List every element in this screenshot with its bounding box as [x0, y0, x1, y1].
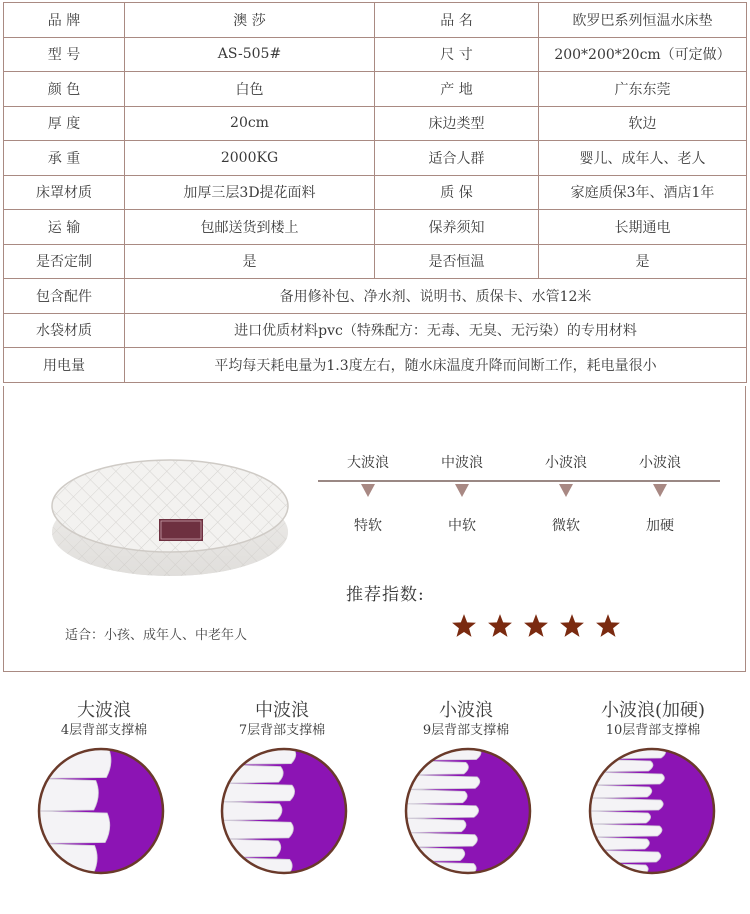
spec-label: 运 输	[4, 210, 125, 245]
support-layer-image	[403, 746, 533, 876]
spec-value: 加厚三层3D提花面料	[125, 175, 375, 210]
support-layer-image	[219, 746, 349, 876]
spec-value: 200*200*20cm（可定做）	[539, 37, 747, 72]
scale-marker-icon	[361, 484, 375, 497]
spec-label: 尺 寸	[375, 37, 539, 72]
spec-value: 广东东莞	[539, 72, 747, 107]
spec-table-body	[4, 3, 747, 383]
layer-type-title	[391, 700, 541, 740]
spec-row-thickness	[4, 106, 747, 141]
layer-type-name: 小波浪(加硬)	[600, 700, 706, 721]
support-layer-image	[36, 746, 166, 876]
spec-label: 厚 度	[4, 106, 125, 141]
spec-row-model	[4, 37, 747, 72]
spec-label: 产 地	[375, 72, 539, 107]
spec-row-bag-material	[4, 313, 747, 348]
star-icon	[487, 613, 513, 639]
spec-label: 用电量	[4, 348, 125, 383]
layer-type-desc: 7层背部支撑棉	[238, 723, 326, 738]
spec-row-cover	[4, 175, 747, 210]
star-icon	[559, 613, 585, 639]
spec-value: 平均每天耗电量为1.3度左右，随水床温度升降而间断工作，耗电量很小	[125, 348, 747, 383]
spec-label: 保养须知	[375, 210, 539, 245]
spec-value: 备用修补包、净水剂、说明书、质保卡、水管12米	[125, 279, 747, 314]
spec-value: 白色	[125, 72, 375, 107]
scale-marker-icon	[455, 484, 469, 497]
spec-value: 进口优质材料pvc（特殊配方：无毒、无臭、无污染）的专用材料	[125, 313, 747, 348]
star-icon	[595, 613, 621, 639]
spec-row-color	[4, 72, 747, 107]
wave-type-label: 大波浪	[347, 455, 389, 471]
spec-label: 质 保	[375, 175, 539, 210]
hardness-label: 特软	[354, 518, 382, 534]
spec-value: 澳 莎	[125, 3, 375, 38]
spec-label: 床边类型	[375, 106, 539, 141]
support-layer-image	[587, 746, 717, 876]
hardness-label: 加硬	[646, 518, 674, 534]
spec-value: 2000KG	[125, 141, 375, 176]
recommend-label: 推荐指数:	[346, 585, 425, 605]
spec-table	[3, 2, 747, 383]
layer-type-name: 大波浪	[77, 700, 131, 721]
spec-value: 软边	[539, 106, 747, 141]
star-icon	[523, 613, 549, 639]
layer-type-desc: 9层背部支撑棉	[422, 723, 510, 738]
layer-type-name: 中波浪	[255, 700, 309, 721]
wave-type-label: 中波浪	[441, 455, 483, 471]
spec-label: 是否恒温	[375, 244, 539, 279]
spec-row-accessories	[4, 279, 747, 314]
spec-value: 是	[539, 244, 747, 279]
wave-type-label: 小波浪	[639, 455, 681, 471]
spec-value: 长期通电	[539, 210, 747, 245]
layer-type-name: 小波浪	[439, 700, 493, 721]
layer-type-title	[578, 700, 728, 740]
spec-label: 水袋材质	[4, 313, 125, 348]
star-icon	[451, 613, 477, 639]
spec-label: 承 重	[4, 141, 125, 176]
layer-type-desc: 10层背部支撑棉	[605, 723, 701, 738]
spec-value: 婴儿、成年人、老人	[539, 141, 747, 176]
spec-value: 欧罗巴系列恒温水床垫	[539, 3, 747, 38]
spec-value: 家庭质保3年、酒店1年	[539, 175, 747, 210]
spec-label: 品 名	[375, 3, 539, 38]
spec-value: 是	[125, 244, 375, 279]
spec-row-brand	[4, 3, 747, 38]
hardness-scale-line	[318, 480, 720, 482]
spec-row-shipping	[4, 210, 747, 245]
hardness-label: 微软	[552, 518, 580, 534]
spec-label: 适合人群	[375, 141, 539, 176]
spec-row-custom	[4, 244, 747, 279]
spec-value: AS-505#	[125, 37, 375, 72]
spec-label: 是否定制	[4, 244, 125, 279]
hardness-label: 中软	[448, 518, 476, 534]
spec-label: 品 牌	[4, 3, 125, 38]
layer-type-title	[29, 700, 179, 740]
spec-value: 20cm	[125, 106, 375, 141]
layer-type-desc: 4层背部支撑棉	[60, 723, 148, 738]
spec-label: 颜 色	[4, 72, 125, 107]
spec-label: 床罩材质	[4, 175, 125, 210]
suitable-people-text: 适合：小孩、成年人、中老年人	[65, 628, 248, 643]
spec-row-load	[4, 141, 747, 176]
layer-type-title	[207, 700, 357, 740]
spec-label: 包含配件	[4, 279, 125, 314]
spec-label: 型 号	[4, 37, 125, 72]
wave-type-label: 小波浪	[545, 455, 587, 471]
scale-marker-icon	[653, 484, 667, 497]
round-mattress-image	[48, 454, 292, 578]
scale-marker-icon	[559, 484, 573, 497]
spec-value: 包邮送货到楼上	[125, 210, 375, 245]
spec-row-power-use	[4, 348, 747, 383]
